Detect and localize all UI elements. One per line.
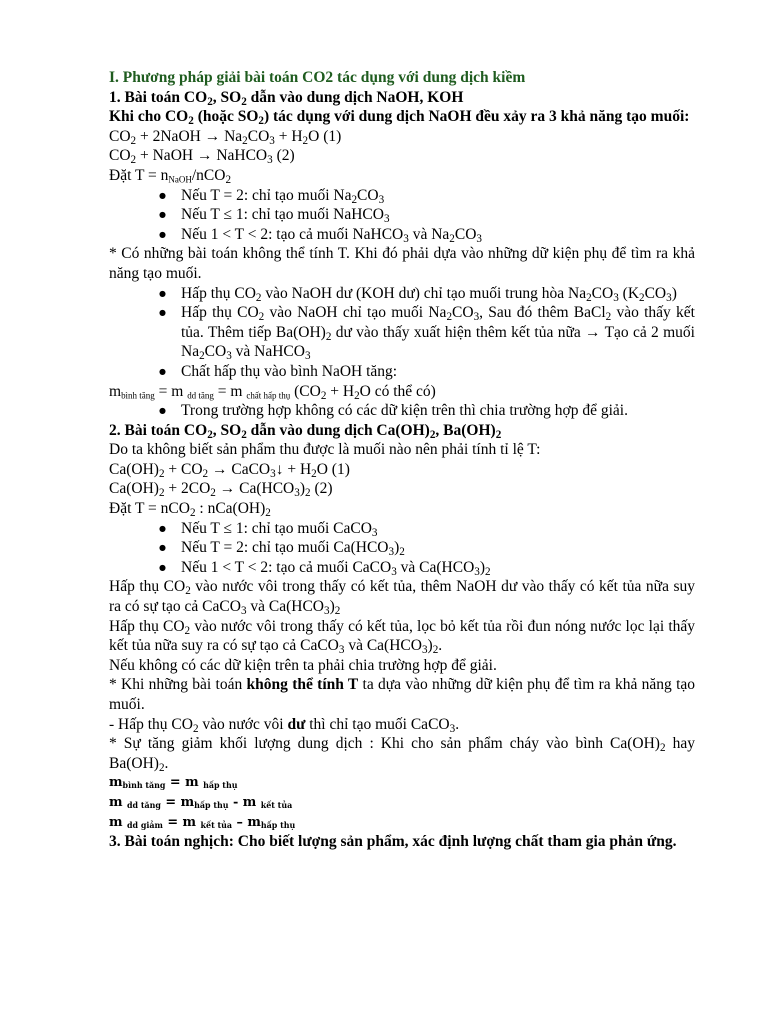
section-1-heading: 1. Bài toán $CO_2$, $SO_2$ dẫn vào dung dịch NaOH, KOH: [109, 88, 464, 108]
note-paragraph: * Có những bài toán không thể tính T. Khi đó phải dựa vào những dữ kiện phụ để tìm ra khả năng tạo muối.: [109, 245, 695, 282]
equation-2: $CO_2$ + NaOH → NaHCO$_3$ (2): [109, 147, 295, 167]
list-item: ● Hấp thụ $CO_2$ vào NaOH dư (KOH dư) chỉ tạo muối trung hòa $Na_2CO_3$ $(K_2CO_3)$: [181, 284, 695, 304]
list-item: ● Nếu 1 < T < 2: tạo cả muối NaHCO$_3$ và $Na_2CO_3$: [181, 225, 695, 245]
section-2-heading: 2. Bài toán $CO_2$, $SO_2$ dẫn vào dung dịch $Ca(OH)_2$, $Ba(OH)_2$: [109, 421, 502, 441]
list-item: ● Nếu T = 2: chỉ tạo muối $Ca(HCO_3)_2$: [181, 538, 695, 558]
section-3-heading: 3. Bài toán nghịch: Cho biết lượng sản phẩm, xác định lượng chất tham gia phản ứng.: [109, 833, 677, 851]
equation-1: $CO_2$ + 2NaOH → $Na_2CO_3 + H_2O$ (1): [109, 127, 342, 147]
paragraph-6: * Sự tăng giảm khối lượng dung dịch : Khi cho sản phẩm cháy vào bình $Ca(OH)_2$ hay $Ba(OH)_2$.: [109, 735, 695, 774]
mass-formula: $m_{bình tăng} = m$ $_{dd tăng}$ = m $_{chất hấp thụ}$ ($CO_2 + H_2O$ có thể có): [109, 382, 436, 402]
ratio-definition: Đặt $T = n_{NaOH}/nCO_2$: [109, 166, 232, 186]
case-list: [109, 186, 695, 245]
list-item: ● Nếu T ≤ 1: chỉ tạo muối NaHCO$_3$: [181, 205, 695, 225]
formula-2: m $_{dd tăng} = m_{hấp thụ} - m$ $_{kết tủa}$: [109, 794, 293, 810]
list-item: ● Chất hấp thụ vào bình NaOH tăng:: [181, 362, 695, 382]
last-hint-list: [109, 401, 695, 421]
paragraph-3: Nếu không có các dữ kiện trên ta phải chia trường hợp để giải.: [109, 656, 497, 674]
paragraph-1: Hấp thụ $CO_2$ vào nước vôi trong thấy có kết tủa, thêm NaOH dư vào thấy có kết tủa nữa suy ra có sự tạo cả CaCO$_3$ và $Ca(HCO_3)_2$: [109, 578, 695, 617]
section-1-intro: Khi cho $CO_2$ (hoặc $SO_2$) tác dụng với dung dịch NaOH đều xảy ra 3 khả năng tạo muối:: [109, 108, 690, 127]
page-title: I. Phương pháp giải bài toán CO2 tác dụng với dung dịch kiềm: [109, 69, 526, 86]
document-body: [109, 68, 695, 852]
hint-list: [109, 284, 695, 382]
equation-3: $Ca(OH)_2 + CO_2$ → CaCO$_3$↓ + $H_2O$ (1): [109, 460, 350, 480]
section-2-intro: Do ta không biết sản phẩm thu được là muối nào nên phải tính tỉ lệ T:: [109, 441, 541, 459]
formula-3: m $_{dd giảm}$ = m $_{kết tủa} - m_{hấp thụ}$: [109, 814, 296, 830]
ratio-definition-2: Đặt T = nCO$_2$ : $nCa(OH)_2$: [109, 500, 271, 519]
list-item: ● Nếu T = 2: chỉ tạo muối $Na_2CO_3$: [181, 186, 695, 206]
formula-1: $m_{bình tăng} = m$ $_{hấp thụ}$: [109, 775, 238, 791]
list-item: ● Nếu T ≤ 1: chỉ tạo muối CaCO$_3$: [181, 519, 695, 539]
paragraph-4: * Khi những bài toán không thể tính T ta dựa vào những dữ kiện phụ để tìm ra khả năng tạo muối.: [109, 676, 696, 713]
case-list-2: [109, 519, 695, 578]
list-item: ● Trong trường hợp không có các dữ kiện trên thì chia trường hợp để giải.: [181, 401, 695, 421]
list-item: ● Hấp thụ $CO_2$ vào NaOH chỉ tạo muối $Na_2CO_3$, Sau đó thêm BaCl$_2$ vào thấy kết tủa. Thêm tiếp $Ba(OH)_2$ dư vào thấy xuất hiện thêm kết tủa nữa → Tạo cả 2 muối $Na_2CO_3$ và NaHCO$_3$: [181, 303, 695, 362]
list-item: ● Nếu 1 < T < 2: tạo cả muối CaCO$_3$ và $Ca(HCO_3)_2$: [181, 558, 695, 578]
equation-4: $Ca(OH)_2 + 2CO_2 \to Ca(HCO_3)_2$ (2): [109, 480, 333, 500]
paragraph-2: Hấp thụ $CO_2$ vào nước vôi trong thấy có kết tủa, lọc bỏ kết tủa rồi đun nóng nước lọc lại thấy kết tủa nữa suy ra có sự tạo cả CaCO$_3$ và $Ca(HCO_3)_2$.: [109, 617, 695, 656]
paragraph-5: - Hấp thụ $CO_2$ vào nước vôi dư thì chỉ tạo muối CaCO$_3$.: [109, 715, 460, 735]
